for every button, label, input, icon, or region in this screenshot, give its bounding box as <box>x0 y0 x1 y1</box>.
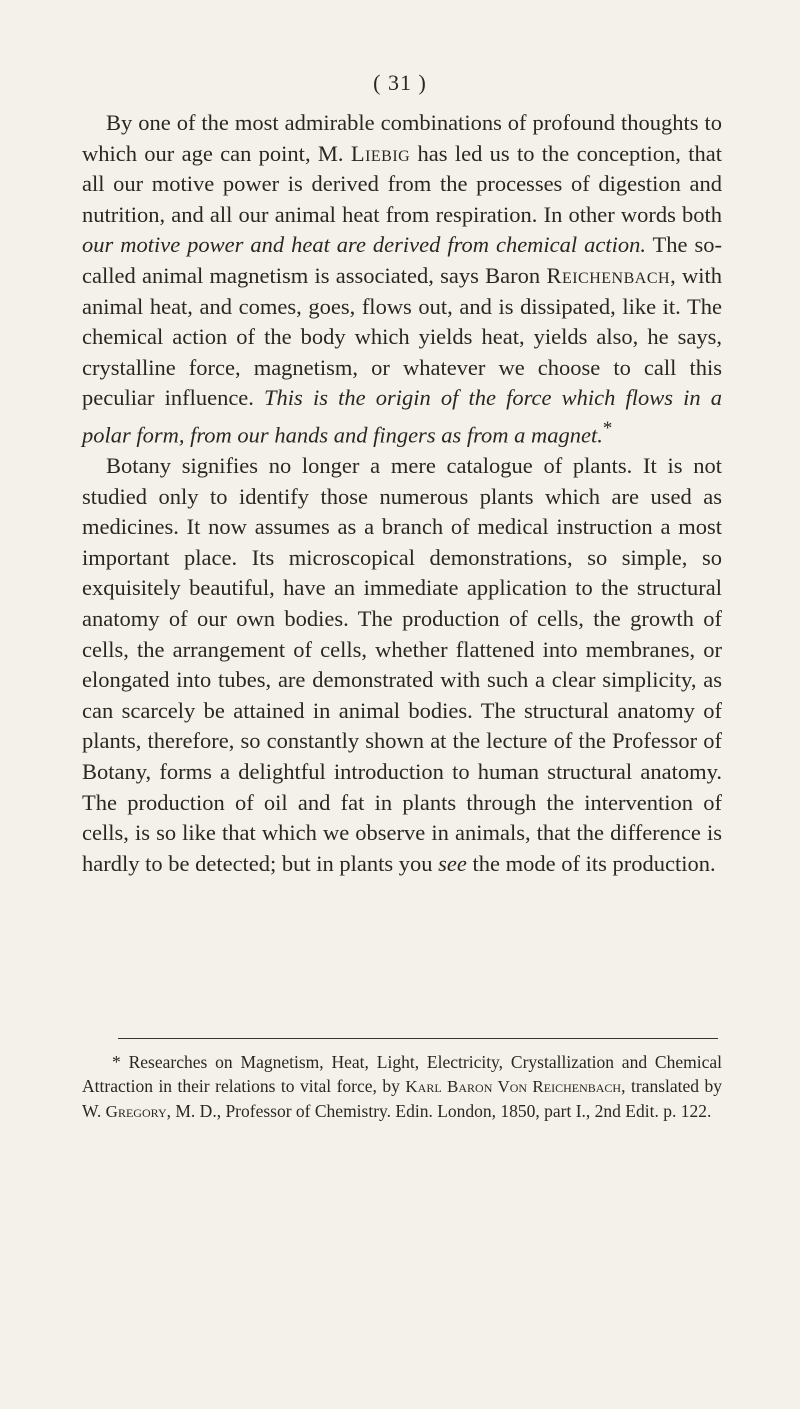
p1-text-2: has led us to the conception, that all our motive power is derived from the processes of digestion and nutrition, and all our animal heat from respiration. In other words both <box>82 140 722 227</box>
footnote-text-2: , translated by W. <box>82 1076 723 1121</box>
p2-italic-see: see <box>438 850 467 876</box>
paragraph-liebig <box>82 108 722 451</box>
p1-text-4: , with animal heat, and comes, goes, flows out, and is dissipated, like it. The chemical action of the body which yields heat, yields also, he says, crystalline force, magnetism, or whatever we choose to call this peculiar influence. <box>82 262 722 411</box>
footnote-text-3: , M. D., Professor of Chemistry. Edin. London, 1850, part I., 2nd Edit. p. 122. <box>166 1101 712 1121</box>
p1-italic-2: This is the origin of the force which flows in a polar form, from our hands and fingers as from a magnet. <box>82 385 722 448</box>
footnote-translator: Gregory <box>105 1102 167 1121</box>
paragraph-botany <box>82 451 722 879</box>
p1-text-3: The so-called animal magnetism is associated, says Baron <box>82 232 722 288</box>
name-reichenbach: Reichenbach <box>546 262 671 288</box>
footnote-author: Karl Baron Von Reichenbach <box>405 1077 622 1096</box>
footnote-text-1: * Researches on Magnetism, Heat, Light, Electricity, Crystallization and Chemical Attraction in their relations to vital force, by <box>82 1052 722 1096</box>
body-text <box>82 108 722 879</box>
p2-text: Botany signifies no longer a mere catalogue of plants. It is not studied only to identify those numerous plants which are used as medicines. It now assumes as a branch of medical instruction a most important place. Its microscopical demonstrations, so simple, so exquisitely beautiful, have an immediate application to the structural anatomy of our own bodies. The production of cells, the growth of cells, the arrangement of cells, whether flattened into membranes, or elongated into tubes, are demonstrated with such a clear simplicity, as can scarcely be attained in animal bodies. The structural anatomy of plants, therefore, so constantly shown at the lecture of the Professor of Botany, forms a delightful introduction to human structural anatomy. The production of oil and fat in plants through the intervention of cells, is so like that which we observe in animals, that the difference is hardly to be detected; but in plants you <box>82 453 722 876</box>
footnote-marker[interactable]: * <box>602 417 613 439</box>
page-number: ( 31 ) <box>373 70 427 95</box>
name-liebig: Liebig <box>350 140 411 166</box>
footnote-rule <box>118 1038 718 1039</box>
p1-text-1: By one of the most admirable combinations of profound thoughts to which our age can point, M. <box>82 110 722 166</box>
footnote-text <box>82 1050 722 1124</box>
p2-text-end: the mode of its production. <box>466 850 716 876</box>
footnote <box>82 1050 722 1124</box>
p1-italic-1: our motive power and heat are derived from chemical action. <box>82 232 646 258</box>
